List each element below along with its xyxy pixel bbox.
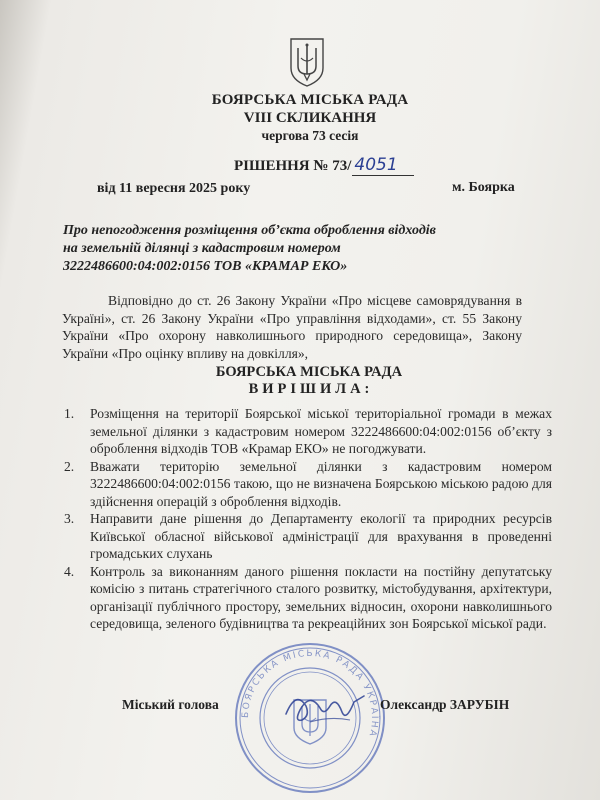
convocation-title: VIII СКЛИКАННЯ [243, 110, 377, 126]
trident-emblem-icon [285, 36, 329, 88]
resolved-heading: ВИРІШИЛА: [248, 381, 374, 397]
decision-city: м. Боярка [452, 180, 515, 195]
session-title: чергова 73 сесія [261, 128, 359, 143]
item-number: 3. [64, 511, 75, 526]
signatory-title: Міський голова [122, 697, 219, 712]
decision-date: від 11 вересня 2025 року [97, 181, 251, 196]
item-number: 4. [64, 563, 75, 579]
decision-label: РІШЕННЯ № 73/ [234, 158, 352, 174]
item-number: 1. [64, 406, 75, 421]
preamble-text: Відповідно до ст. 26 Закону України «Про місцеве самоврядування в Україні», ст. 26 Закону України «Про управління відходами», ст. 55 Закону України «Про охорону навколишнього природного середовища», Закону України «Про оцінку впливу на довкілля», [62, 293, 522, 361]
council-title: БОЯРСЬКА МІСЬКА РАДА [211, 92, 409, 108]
decision-handwritten-number: 4051 [352, 155, 413, 176]
decision-item [64, 510, 552, 563]
decision-item [64, 458, 552, 511]
signatory-name: Олександр ЗАРУБІН [380, 697, 510, 712]
council-heading: БОЯРСЬКА МІСЬКА РАДА [215, 364, 403, 380]
item-text: Направити дане рішення до Департаменту екології та природних ресурсів Київської обласної військової адміністрації для врахування в проведенні громадських слухань [90, 511, 552, 561]
decision-item [64, 405, 552, 458]
item-text: Вважати територію земельної ділянки з кадастровим номером 3222486600:04:002:0156 такою, що не визначена Боярською міською радою для здійснення операцій з оброблення відходів. [90, 458, 552, 509]
decision-number [234, 155, 414, 175]
seal-text: БОЯРСЬКА МІСЬКА РАДА УКРАЇНА [240, 648, 380, 739]
preamble [62, 292, 522, 362]
item-text: Контроль за виконанням даного рішення покласти на постійну депутатську комісію з питань стратегічного сталого розвитку, містобудування, архітектури, організації публічного простору, земельних відносин, охорони навколишнього середовища, зеленого будівництва та рекреаційних зон Боярської міської ради. [90, 563, 552, 631]
item-number: 2. [64, 458, 75, 474]
item-text: Розміщення на території Боярської міської територіальної громади в межах земельної ділянки з кадастровим номером 3222486600:04:002:0156 об’єкту з оброблення відходів ТОВ «Крамар ЕКО» не погоджувати. [90, 406, 552, 456]
decision-item [64, 563, 552, 633]
handwritten-signature [280, 682, 370, 732]
decision-items [62, 405, 552, 633]
decision-subject: Про непогодження розміщення об’єкта оброблення відходів на земельній ділянці з кадастровим номером 3222486600:04:002:0156 ТОВ «КРАМАР ЕКО» [63, 223, 436, 274]
